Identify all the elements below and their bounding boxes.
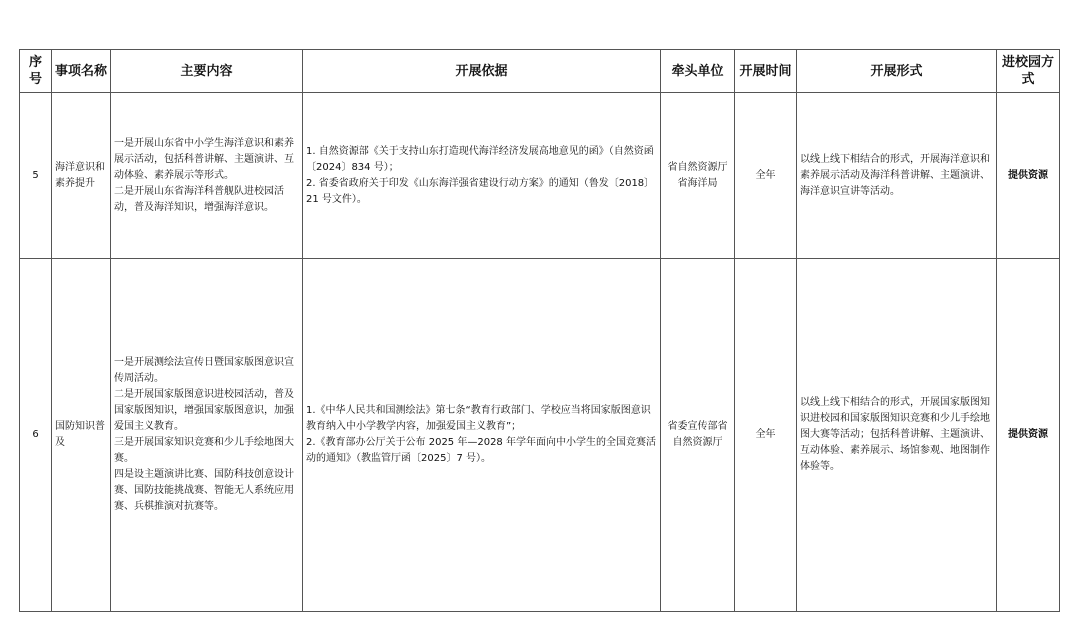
row-content xyxy=(111,259,303,612)
row-time: 全年 xyxy=(735,93,797,259)
row-form: 以线上线下相结合的形式，开展国家版图知识进校园和国家版图知识竞赛和少儿手绘地图大赛等活动；包括科普讲解、主题演讲、互动体验、素养展示、场馆参观、地图制作体验等。 xyxy=(797,259,997,612)
row-mode: 提供资源 xyxy=(997,259,1060,612)
row-mode: 提供资源 xyxy=(997,93,1060,259)
row-lead: 省委宣传部省自然资源厅 xyxy=(661,259,735,612)
header-time: 开展时间 xyxy=(735,50,797,93)
row-basis xyxy=(303,93,661,259)
header-form: 开展形式 xyxy=(797,50,997,93)
content-line: 一是开展山东省中小学生海洋意识和素养展示活动，包括科普讲解、主题演讲、互动体验、素养展示等形式。 xyxy=(114,137,294,181)
row-item: 海洋意识和素养提升 xyxy=(52,93,111,259)
row-lead: 省自然资源厅省海洋局 xyxy=(661,93,735,259)
header-item: 事项名称 xyxy=(52,50,111,93)
header-row xyxy=(20,50,1060,93)
row-content xyxy=(111,93,303,259)
content-line: 二是开展国家版图意识进校园活动，普及国家版图知识，增强国家版图意识，加强爱国主义教育。 xyxy=(114,389,294,432)
header-mode: 进校园方式 xyxy=(997,50,1060,93)
header-lead: 牵头单位 xyxy=(661,50,735,93)
basis-line: 2.《教育部办公厅关于公布 2025 年—2028 年学年面向中小学生的全国竞赛活动的通知》（教监管厅函〔2025〕7 号）。 xyxy=(306,437,656,464)
row-time: 全年 xyxy=(735,259,797,612)
header-seq: 序号 xyxy=(20,50,52,93)
content-line: 三是开展国家知识竞赛和少儿手绘地图大赛。 xyxy=(114,437,294,464)
content-line: 一是开展测绘法宣传日暨国家版图意识宣传周活动。 xyxy=(114,357,294,384)
activity-table xyxy=(19,49,1060,612)
basis-line: 1. 自然资源部《关于支持山东打造现代海洋经济发展高地意见的函》（自然资函〔2024〕834 号）； xyxy=(306,145,654,173)
header-content: 主要内容 xyxy=(111,50,303,93)
table-row xyxy=(20,93,1060,259)
basis-line: 1.《中华人民共和国测绘法》第七条“教育行政部门、学校应当将国家版图意识教育纳入中小学教学内容，加强爱国主义教育”； xyxy=(306,405,651,432)
content-line: 二是开展山东省海洋科普舰队进校园活动，普及海洋知识，增强海洋意识。 xyxy=(114,185,284,213)
basis-line: 2. 省委省政府关于印发《山东海洋强省建设行动方案》的通知（鲁发〔2018〕21 号文件）。 xyxy=(306,177,655,205)
row-basis xyxy=(303,259,661,612)
row-seq: 6 xyxy=(20,259,52,612)
row-seq: 5 xyxy=(20,93,52,259)
content-line: 四是设主题演讲比赛、国防科技创意设计赛、国防技能挑战赛、智能无人系统应用赛、兵棋推演对抗赛等。 xyxy=(114,469,294,512)
table-row xyxy=(20,259,1060,612)
row-item: 国防知识普及 xyxy=(52,259,111,612)
row-form: 以线上线下相结合的形式，开展海洋意识和素养展示活动及海洋科普讲解、主题演讲、海洋意识宣讲等活动。 xyxy=(797,93,997,259)
header-basis: 开展依据 xyxy=(303,50,661,93)
